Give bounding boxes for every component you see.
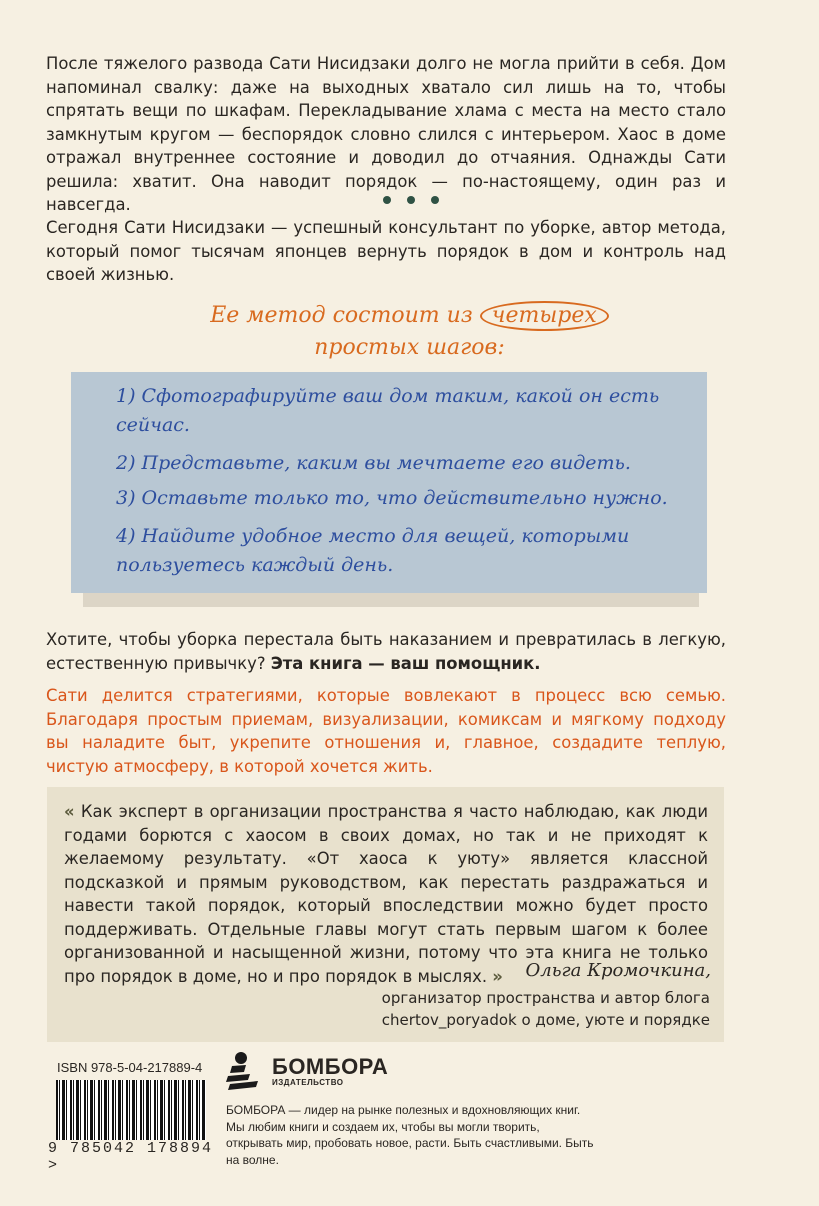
section-divider	[383, 196, 439, 204]
today-paragraph: Сегодня Сати Нисидзаки — успешный консультант по уборке, автор метода, который помог тысячам японцев вернуть порядок в дом и контроль над своей жизнью.	[46, 218, 726, 284]
divider-dot	[407, 196, 415, 204]
divider-dot	[383, 196, 391, 204]
quote-text: Как эксперт в организации пространства я часто наблюдаю, как люди годами борются с хаосом в своих домах, но так и не приходят к желаемому результату. «От хаоса к уюту» является классной подсказкой и прямым руководством, как перестать раздражаться и навести такой порядок, который впоследствии можно будет просто поддерживать. Отдельные главы могут стать первым шагом к более организованной и насыщенной жизни, потому что эта книга не только про порядок в доме, но и про порядок в мыслях.	[64, 802, 708, 986]
question-text: Хотите, чтобы уборка перестала быть наказанием и превратилась в легкую, естественную привычку?	[46, 630, 726, 673]
quote-author-role: организатор пространства и автор блога chertov_poryadok о доме, уюте и порядке	[381, 989, 710, 1029]
publisher-logo-icon	[224, 1050, 266, 1092]
divider-dot	[431, 196, 439, 204]
intro-paragraph: После тяжелого развода Сати Нисидзаки долго не могла прийти в себя. Дом напоминал свалку: даже на выходных хватало сил лишь на то, чтобы спрятать вещи по шкафам. Перекладывание хлама с места на место стало замкнутым кругом — беспорядок словно слился с интерьером. Хаос в доме отражал внутреннее состояние и доводил до отчаяния. Однажды Сати решила: хватит. Она наводит порядок — по-настоящему, один раз и навсегда.	[46, 54, 726, 214]
step-item: 4) Найдите удобное место для вещей, которыми пользуетесь каждый день.	[116, 525, 630, 576]
method-text-before: Ее метод состоит из	[210, 303, 473, 328]
method-heading	[0, 300, 819, 364]
question-paragraph	[46, 628, 726, 675]
publisher-subtitle: ИЗДАТЕЛЬСТВО	[272, 1077, 344, 1087]
quote-author: Ольга Кромочкина,	[525, 960, 711, 981]
step-item: 3) Оставьте только то, что действительно нужно.	[116, 487, 668, 509]
question-bold: Эта книга — ваш помощник.	[270, 653, 541, 673]
isbn-label: ISBN 978-5-04-217889-4	[57, 1060, 203, 1075]
step-item: 2) Представьте, каким вы мечтаете его видеть.	[116, 452, 631, 474]
method-text-after: простых шагов:	[314, 335, 505, 360]
publisher-logo	[224, 1050, 388, 1092]
publisher-description: БОМБОРА — лидер на рынке полезных и вдохновляющих книг. Мы любим книги и создаем их, чтобы вы могли творить, открывать мир, пробовать новое, расти. Быть счастливыми. Быть на волне.	[226, 1103, 594, 1167]
barcode-digits: 9 785042 178894 >	[48, 1140, 214, 1174]
quote-close-mark: »	[492, 966, 503, 986]
quote-open-mark: «	[64, 802, 75, 821]
step-item: 1) Сфотографируйте ваш дом таким, какой он есть сейчас.	[116, 385, 660, 436]
barcode	[56, 1080, 206, 1140]
orange-paragraph: Сати делится стратегиями, которые вовлекают в процесс всю семью. Благодаря простым приемам, визуализации, комиксам и мягкому подходу вы наладите быт, укрепите отношения и, главное, создадите теплую, чистую атмосферу, в которой хочется жить.	[46, 686, 726, 776]
publisher-name: БОМБОРА	[272, 1053, 389, 1079]
method-circled-word: четырех	[480, 301, 609, 331]
